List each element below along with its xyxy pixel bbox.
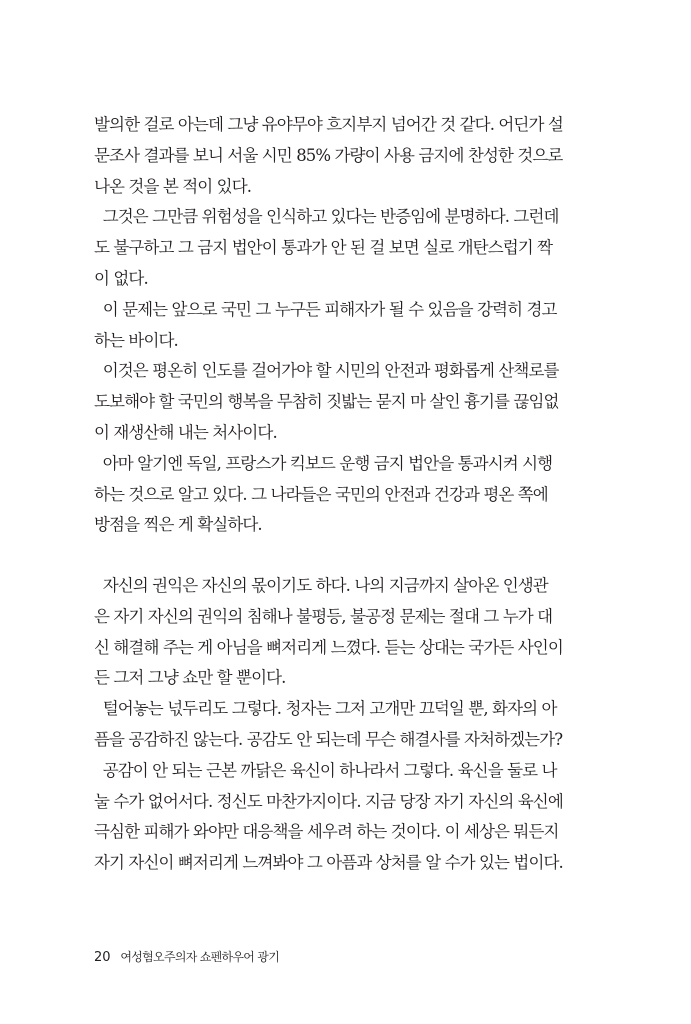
text-line: 이 없다. [94, 268, 148, 288]
text-line: 눌 수가 없어서다. 정신도 마찬가지이다. 지금 당장 자기 자신의 육신에 [94, 791, 563, 811]
body-text-section-2 [94, 571, 594, 879]
text-line: 이것은 평온히 인도를 걸어가야 할 시민의 안전과 평화롭게 산책로를 [94, 361, 559, 381]
text-line: 문조사 결과를 보니 서울 시민 85% 가량이 사용 금지에 찬성한 것으로 [94, 145, 563, 165]
text-line: 자기 자신이 뼈저리게 느껴봐야 그 아픔과 상처를 알 수가 있는 법이다. [94, 853, 563, 873]
text-line: 자신의 권익은 자신의 몫이기도 하다. 나의 지금까지 살아온 인생관 [94, 576, 548, 595]
text-line: 하는 것으로 알고 있다. 그 나라들은 국민의 안전과 건강과 평온 쪽에 [94, 484, 548, 504]
text-line: 도보해야 할 국민의 행복을 무참히 짓밟는 묻지 마 살인 흉기를 끊임없 [94, 392, 559, 412]
text-line: 이 문제는 앞으로 국민 그 누구든 피해자가 될 수 있음을 강력히 경고 [94, 299, 557, 319]
text-line: 픔을 공감하진 않는다. 공감도 안 되는데 무슨 해결사를 자처하겠는가? [94, 729, 563, 749]
text-line: 하는 바이다. [94, 330, 178, 350]
page-number: 20 [94, 950, 111, 965]
text-line: 공감이 안 되는 근본 까닭은 육신이 하나라서 그렇다. 육신을 둘로 나 [94, 760, 557, 780]
text-line: 발의한 걸로 아는데 그냥 유야무야 흐지부지 넘어간 것 같다. 어딘가 설 [94, 115, 563, 134]
text-line: 극심한 피해가 와야만 대응책을 세우려 하는 것이다. 이 세상은 뭐든지 [94, 822, 559, 842]
page-footer [94, 948, 279, 965]
text-line: 신 해결해 주는 게 아님을 뼈저리게 느꼈다. 듣는 상대는 국가든 사인이 [94, 637, 563, 657]
text-line: 도 불구하고 그 금지 법안이 통과가 안 된 걸 보면 실로 개탄스럽기 짝 [94, 238, 553, 258]
body-text-section-1 [94, 110, 594, 541]
running-title: 여성혐오주의자 쇼펜하우어 광기 [120, 950, 280, 964]
text-line: 털어놓는 넋두리도 그렇다. 청자는 그저 고개만 끄덕일 뿐, 화자의 아 [94, 699, 557, 719]
text-line: 그것은 그만큼 위험성을 인식하고 있다는 반증임에 분명하다. 그런데 [94, 207, 559, 227]
text-line: 든 그저 그냥 쇼만 할 뿐이다. [94, 668, 286, 688]
text-line: 아마 알기엔 독일, 프랑스가 킥보드 운행 금지 법안을 통과시켜 시행 [94, 453, 553, 473]
text-line: 이 재생산해 내는 처사이다. [94, 422, 277, 442]
text-line: 방점을 찍은 게 확실하다. [94, 515, 262, 535]
text-line: 은 자기 자신의 권익의 침해나 불평등, 불공정 문제는 절대 그 누가 대 [94, 606, 553, 626]
text-line: 나온 것을 본 적이 있다. [94, 176, 252, 196]
